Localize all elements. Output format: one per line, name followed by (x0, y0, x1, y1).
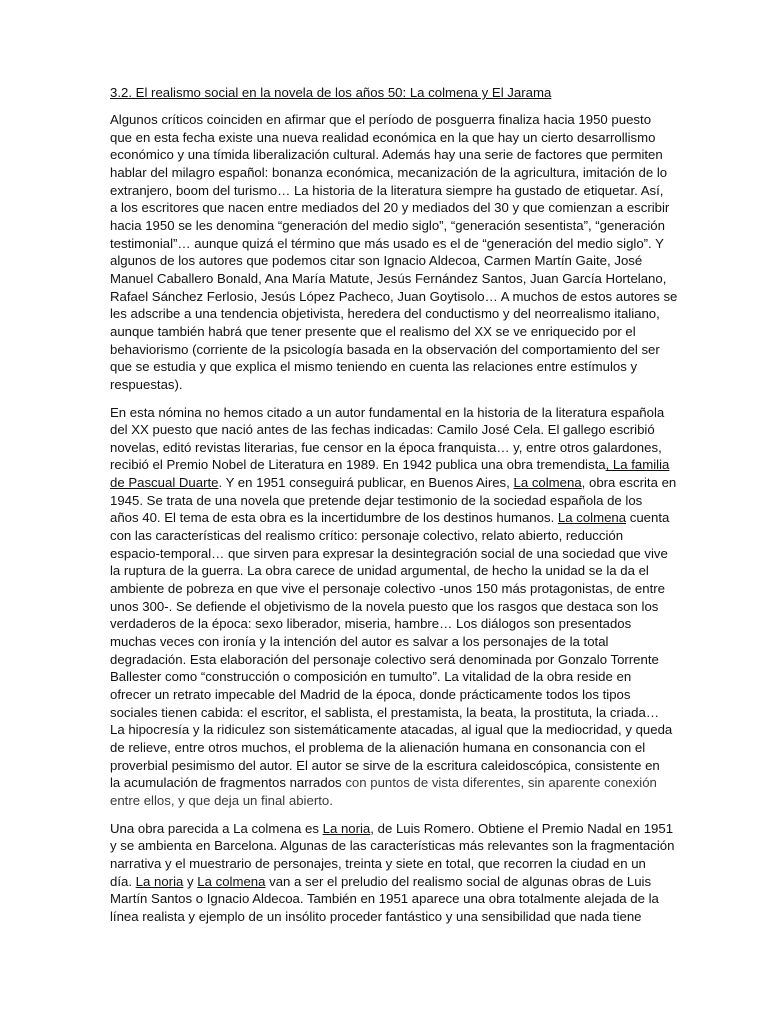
book-title-la-noria: La noria (135, 873, 184, 889)
line-text: , de Luis Romero. Obtiene el Premio Nadal en 1951 (370, 820, 674, 836)
paragraph-line: 1945. Se trata de una novela que pretende dejar testimonio de la sociedad española de los (110, 492, 643, 508)
paragraph-line: Rafael Sánchez Ferlosio, Jesús López Pacheco, Juan Goytisolo… A muchos de estos autores se (110, 288, 678, 304)
paragraph-line: En esta nómina no hemos citado a un autor fundamental en la historia de la literatura española (110, 404, 665, 420)
paragraph-line: que en esta fecha existe una nueva realidad económica en la que hay un cierto desarrollismo (110, 129, 656, 145)
section-heading: 3.2. El realismo social en la novela de los años 50: La colmena y El Jarama (110, 85, 552, 100)
paragraph-line: muchas veces con ironía y la intención del autor es salvar a los personajes de la total (110, 634, 609, 650)
paragraph-line (110, 774, 662, 792)
paragraph-line: unos 300-. Se defiende el objetivismo de la novela puesto que los rasgos que destaca son los (110, 598, 659, 614)
paragraph-line: económico y una tímida liberalización cultural. Además hay una serie de factores que permiten (110, 147, 663, 163)
paragraph-line: testimonial”… aunque quizá el término que más usado es el de “generación del medio siglo”. Y (110, 235, 664, 251)
paragraph-line: del XX puesto que nació antes de las fechas indicadas: Camilo José Cela. El gallego escribió (110, 422, 655, 438)
paragraph-line: proverbial pesimismo del autor. El autor se sirve de la escritura caleidoscópica, consistente en (110, 757, 660, 773)
paragraph-line: extranjero, boom del turismo… La historia de la literatura siempre ha gustado de etiquetar. Así, (110, 182, 664, 198)
paragraph-line: les adscribe a una tendencia objetivista, heredera del conductismo y del neorrealismo italiano, (110, 306, 660, 322)
book-title-la-noria: La noria (322, 820, 371, 836)
line-text: con puntos de vista diferentes, sin aparente conexión (345, 775, 657, 791)
paragraph-line (110, 456, 670, 474)
paragraph-line (110, 820, 674, 838)
book-title-la-colmena: La colmena (557, 510, 627, 526)
line-text: cuenta (626, 510, 670, 526)
paragraph-line: verdaderos de la época: sexo liberador, miseria, hambre… Los diálogos son presentados (110, 616, 632, 632)
paragraph-line: degradación. Esta elaboración del personaje colectivo será denominada por Gonzalo Torrente (110, 651, 659, 667)
paragraph-line: narrativa y el muestrario de personajes, treinta y siete en total, que recorren la ciudad en un (110, 855, 646, 871)
paragraph-line (110, 873, 662, 891)
paragraph-line: entre ellos, y que deja un final abierto. (110, 792, 333, 808)
paragraph-line: hacia 1950 se les denomina “generación del medio siglo”, “generación sesentista”, “generación (110, 217, 665, 233)
paragraph-line: Algunos críticos coinciden en afirmar que el período de posguerra finaliza hacia 1950 puesto (110, 112, 652, 127)
paragraph-line: La hipocresía y la ridiculez son sistemáticamente atacadas, al igual que la mediocridad, y queda (110, 722, 673, 738)
document-page (110, 84, 678, 936)
paragraph-line: novelas, editó revistas literarias, fue censor en la época franquista… y, entre otros galardones, (110, 439, 662, 455)
paragraph-line: aunque también habrá que tener presente que el realismo del XX se ve enriquecido por el (110, 323, 636, 339)
line-text: años 40. El tema de esta obra es la incertidumbre de los destinos humanos. (110, 510, 558, 526)
paragraph-line: Ballester como “construcción o composición en tumulto”. La vitalidad de la obra reside en (110, 669, 632, 685)
paragraph-2 (110, 404, 677, 810)
paragraph-line: a los escritores que nacen entre mediados del 20 y mediados del 30 y que comienzan a escribir (110, 200, 670, 216)
paragraph-line: Martín Santos o Ignacio Aldecoa. También en 1951 aparece una obra totalmente alejada de la (110, 891, 659, 907)
line-text: . Y en 1951 conseguirá publicar, en Buenos Aires, (218, 475, 514, 491)
paragraph-line: ofrecer un retrato impecable del Madrid de la época, donde prácticamente todos los tipos (110, 687, 631, 702)
paragraph-line: hablar del milagro español: bonanza económica, mecanización de la agricultura, imitación de lo (110, 164, 668, 180)
paragraph-line: de relieve, entre otros muchos, el problema de la alienación humana en consonancia con el (110, 739, 646, 755)
paragraph-line: sociales tienen cabida: el escritor, el sablista, el prestamista, la beata, la prostituta, la criada… (110, 704, 660, 720)
book-title-la-colmena: La colmena (197, 873, 266, 889)
line-text: y (183, 873, 198, 889)
paragraph-line: y se ambienta en Barcelona. Algunas de las características más relevantes son la fragmentación (110, 838, 675, 854)
paragraph-line: Manuel Caballero Bonald, Ana María Matute, Jesús Fernández Santos, Juan García Hortelano, (110, 270, 667, 286)
paragraph-line: línea realista y ejemplo de un insólito proceder fantástico y una sensibilidad que nada tiene (110, 908, 642, 924)
paragraph-line (110, 474, 677, 492)
paragraph-line: con las características del realismo crítico: personaje colectivo, relato abierto, reducción (110, 528, 624, 544)
paragraph-line: ambiente de pobreza en que vive el personaje colectivo -unos 150 más protagonistas, de entre (110, 581, 665, 597)
line-text: Una obra parecida a La colmena es (110, 820, 323, 836)
line-text: la acumulación de fragmentos narrados (110, 775, 346, 791)
paragraph-line: que se estudia y que explica el mismo teniendo en cuenta las relaciones entre estímulos y (110, 359, 638, 375)
paragraph-line: behaviorismo (corriente de la psicología basada en la observación del comportamiento del ser (110, 341, 660, 357)
paragraph-line: espacio-temporal… que sirven para expresar la desintegración social de una sociedad que vive (110, 545, 668, 561)
paragraph-line (110, 509, 670, 527)
book-title-la-familia-de-pascual-duarte: de Pascual Duarte (110, 475, 219, 491)
paragraph-3 (110, 820, 675, 926)
line-text: recibió el Premio Nobel de Literatura en 1989. En 1942 publica una obra tremendista (110, 457, 606, 473)
paragraph-line: la ruptura de la guerra. La obra carece de unidad argumental, de hecho la unidad se la da el (110, 563, 649, 579)
line-text: van a ser el preludio del realismo social de algunas obras de Luis (265, 873, 652, 889)
paragraph-1 (110, 111, 678, 394)
book-title-la-familia-de-pascual-duarte: , La familia (605, 457, 670, 473)
paragraph-line: algunos de los autores que podemos citar son Ignacio Aldecoa, Carmen Martín Gaite, José (110, 253, 643, 269)
paragraph-line: respuestas). (110, 376, 183, 392)
book-title-la-colmena: La colmena (513, 475, 582, 491)
line-text: día. (110, 873, 136, 889)
line-text: , obra escrita en (581, 475, 677, 491)
